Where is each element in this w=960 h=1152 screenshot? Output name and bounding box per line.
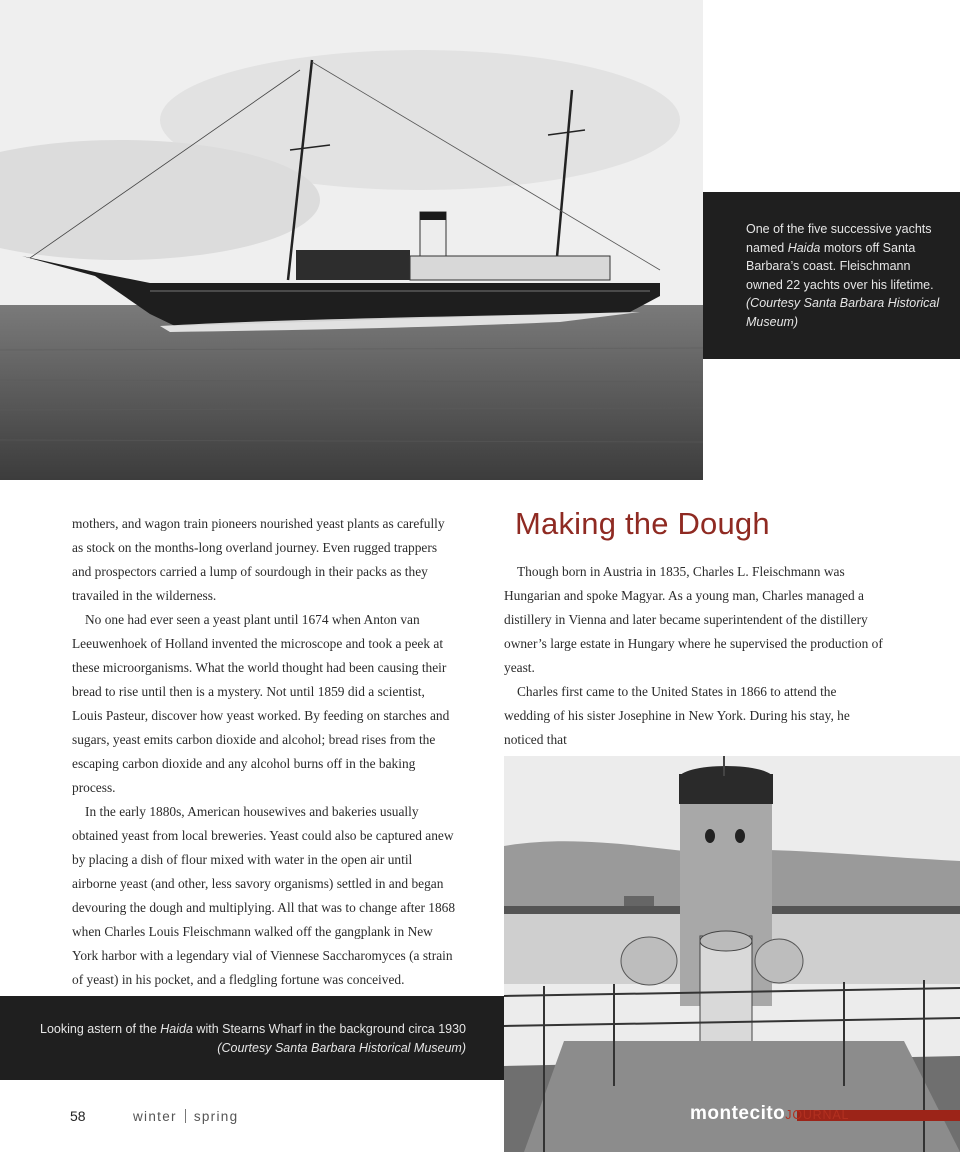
brand-main: montecito (690, 1103, 786, 1124)
season-divider (185, 1109, 186, 1123)
yacht-photo-drawing (0, 0, 703, 480)
left-paragraph-2: No one had ever seen a yeast plant until 1674 when Anton van Leeuwenhoek of Holland invented the microscope and took a peek at these microorganisms. What the world thought had been causing their bread to rise until then is a mystery. Not until 1859 did a scientist, Louis Pasteur, discover how yeast worked. By feeding on starches and sugars, yeast emits carbon dioxide and alcohol; bread rises from the escaping carbon dioxide and any alcohol burns off in the baking process. (72, 612, 450, 795)
yacht-deck-photo-drawing (504, 756, 960, 1152)
section-heading: Making the Dough (515, 506, 770, 541)
caption-vessel-name: Haida (787, 240, 821, 255)
caption-text-after: with Stearns Wharf in the background circa 1930 (192, 1022, 466, 1036)
brand-logo (690, 1103, 849, 1125)
bottom-caption-line-1 (0, 1020, 466, 1039)
yacht-photo (0, 0, 703, 480)
season-left: winter (133, 1109, 177, 1124)
yacht-deck-photo (504, 756, 960, 1152)
bottom-caption-line-2 (0, 1039, 466, 1058)
right-paragraph-1: Though born in Austria in 1835, Charles L. Fleischmann was Hungarian and spoke Magyar. As a young man, Charles managed a distillery in Vienna and later became superintendent of the distillery owner’s large estate in Hungary where he supervised the production of yeast. (504, 564, 883, 675)
caption-text-before: Looking astern of the (40, 1022, 161, 1036)
right-paragraph-2: Charles first came to the United States in 1866 to attend the wedding of his sister Josephine in New York. During his stay, he noticed that (504, 684, 850, 747)
left-column (72, 512, 457, 992)
right-column (504, 560, 884, 752)
caption-credit: (Courtesy Santa Barbara Historical Museum) (746, 296, 940, 329)
left-paragraph-1: mothers, and wagon train pioneers nourished yeast plants as carefully as stock on the months-long overland journey. Even rugged trappers and prospectors carried a lump of sourdough in their packs as they travailed in the wilderness. (72, 516, 445, 603)
brand-sub: JOURNAL (785, 1108, 850, 1122)
season-right: spring (193, 1109, 239, 1124)
bottom-photo-caption (0, 996, 504, 1080)
issue-season (133, 1109, 238, 1124)
top-photo-caption (703, 192, 960, 359)
left-paragraph-3: In the early 1880s, American housewives and bakeries usually obtained yeast from local breweries. Yeast could also be captured anew by placing a dish of flour mixed with water in the open air until airborne yeast (and other, less savory organisms) settled in and began devouring the dough and multiplying. All that was to change after 1868 when Charles Louis Fleischmann walked off the gangplank in New York harbor with a legendary vial of Viennese Saccharomyces (a strain of yeast) in his pocket, and a fledgling fortune was conceived. (72, 804, 456, 987)
caption-text-before: One of the five successive yachts named (746, 222, 932, 255)
caption-credit: (Courtesy Santa Barbara Historical Museum) (217, 1040, 466, 1055)
caption-text-after: motors off Santa Barbara’s coast. Fleischmann owned 22 yachts over his lifetime. (746, 240, 934, 292)
page-number: 58 (70, 1108, 86, 1124)
caption-vessel-name: Haida (160, 1022, 193, 1036)
